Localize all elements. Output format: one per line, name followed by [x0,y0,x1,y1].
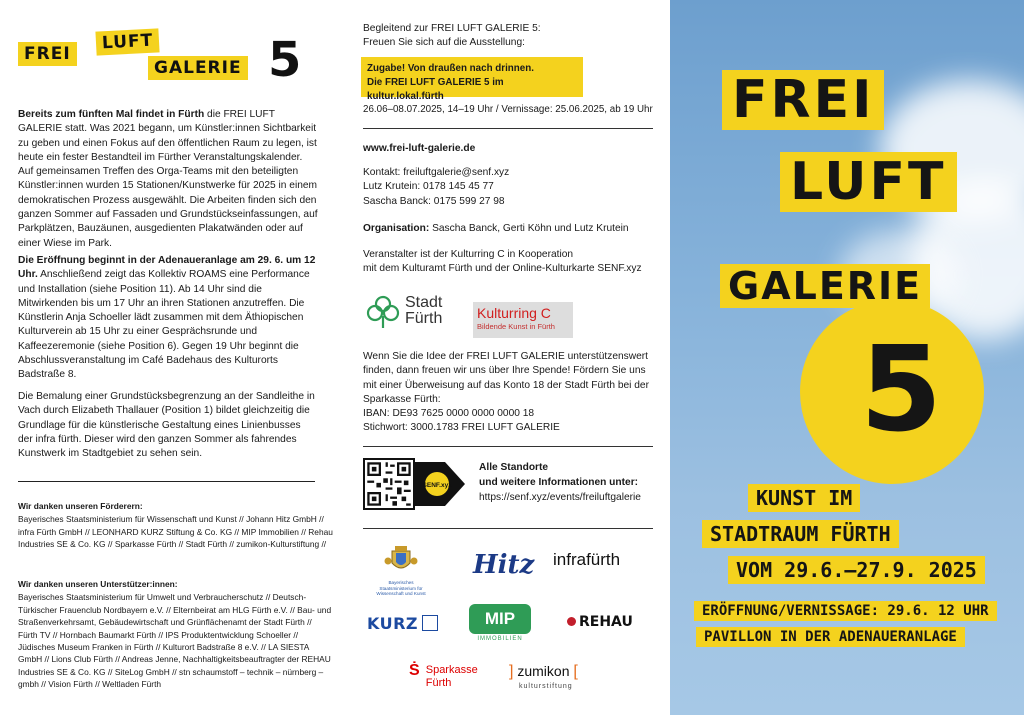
sparkasse-logo [409,664,478,690]
kulturring-logo [473,302,573,338]
phone-lutz: Lutz Krutein: 0178 145 45 77 [363,181,494,193]
kurz-logo [367,614,438,633]
rehau-label: REHAU [579,614,633,630]
mip-label: MIP [469,604,531,634]
poster-opening: ERÖFFNUNG/VERNISSAGE: 29.6. 12 UHR [694,601,997,621]
organisation-label: Organisation: [363,223,430,234]
bank-details [363,407,653,436]
stichwort: Stichwort: 3000.1783 FREI LUFT GALERIE [363,422,560,434]
sparkasse-city: Fürth [425,677,452,689]
opening-body: Anschließend zeigt das Kollektiv ROAMS eine Performance und Installation (siehe Position 11). Ab 14 Uhr sind die Mitwirkenden bis um 17 Uhr an ihren Stationen anzutreffen. Die Künstlerin Anja Schoeller lädt zusammen mit dem Äthiopischen Kulturverein ab 15 Uhr zu einer Gesprächsrunde und Kaffeezeremonie (siehe Position 6). Gegen 19 Uhr beginnt die Abschlussveranstaltung im Café Badehaus des Kulturorts Badstraße 8. [18,269,310,381]
divider [363,446,653,447]
poster-stadtraum: STADTRAUM FÜRTH [702,520,899,548]
logo-number: 5 [268,32,302,88]
qr-code-icon[interactable] [363,458,415,510]
bavarian-crest-icon [384,545,418,575]
exhibition-intro [363,22,653,51]
locations-url[interactable]: https://senf.xyz/events/freiluftgalerie [479,492,641,503]
sponsors-thanks [18,500,333,551]
poster-dates: VOM 29.6.–27.9. 2025 [728,556,985,584]
zumikon-label: zumikon [517,663,570,679]
hitz-logo: Hitz [473,550,535,580]
sparkasse-icon: Ṡ [409,662,420,679]
bavarian-ministry-caption: Bayerisches Staatsministerium für Wissenschaft und Kunst [376,580,426,596]
rehau-dot-icon [567,617,576,626]
infra-fuerth-logo: infrafürth [553,550,621,569]
senf-arrow-icon [415,460,467,508]
fuerth-label: Fürth [405,310,443,327]
clover-icon [365,294,401,330]
mip-logo [469,604,531,648]
senf-label: SENF.xyz [422,482,452,489]
supporters-list: Bayerisches Staatsministerium für Umwelt und Verbraucherschutz // Deutsch-Türkischer Frauenclub Nordbayern e.V. // Elternbeirat am HLG Fürth e.V. // Bau- und Straßenverkehrsamt, Gebäudewirtschaft und Grünflächenamt der Stadt Fürth // Fürth TV // Hornbach Baumarkt Fürth // IPS Produktentwicklung Schoeller // Jüdisches Museum Franken in Fürth // Kulturort Badstraße 8 e.V. // LA SIESTA GmbH // Lions Club Fürth // Andreas Jenne, Nachhaltigkeitsbeauftragter der REHAU Industries SE & Co. KG // SiteLog GmbH // stn schaumstoff – technik – nürnberg – gmbh // Vision Fürth // Weltladen Fürth [18,592,332,690]
opening-lead: Die Eröffnung beginnt in der Adenaueranlage am 29. 6. um 12 Uhr. [18,255,316,281]
kurz-square-icon [422,615,438,631]
opening-paragraph [18,254,318,383]
zumikon-sub: kulturstiftung [519,683,573,690]
contact-block [363,166,653,209]
poster-title-galerie: GALERIE [720,264,930,308]
locations-info [479,460,659,505]
sparkasse-label: Sparkasse [425,664,478,676]
divider [18,481,315,482]
logo-word-frei: FREI [18,42,77,66]
organisation [363,222,653,236]
poster-title-luft: LUFT [780,152,957,212]
organizer-line-2: mit dem Kulturamt Fürth und der Online-Kulturkarte SENF.xyz [363,263,642,275]
intro-line-2: Freuen Sie sich auf die Ausstellung: [363,37,525,49]
zumikon-logo: ] zumikon [ kulturstiftung [509,664,578,694]
logo-word-galerie: GALERIE [148,56,248,80]
kulturring-sub: Bildende Kunst in Fürth [477,322,555,331]
highlight-line-2: Die FREI LUFT GALERIE 5 im kultur.lokal.fürth [367,77,504,102]
website [363,142,653,156]
logo-word-luft: LUFT [95,28,159,55]
divider [363,528,653,529]
frei-luft-galerie-logo [18,28,318,88]
kurz-label: KURZ [367,614,419,633]
bus-paragraph: Die Bemalung einer Grundstücksbegrenzung an der Sandleithe in Vach durch Elizabeth Thallauer (Position 1) bildet gleichzeitig die Grundlage für die künstlerische Gestaltung eines Linienbusses der infra fürth. Dieser wird den ganzen Sommer als fahrendes Kunstwerk im Stadtgebiet zu sehen sein. [18,391,315,460]
mip-sub: IMMOBILIEN [477,636,523,642]
exhibition-dates: 26.06–08.07.2025, 14–19 Uhr / Vernissage: 25.06.2025, ab 19 Uhr [363,104,653,115]
exhibition-highlight [361,57,583,102]
supporters-thanks [18,578,333,691]
organizer-line-1: Veranstalter ist der Kulturring C in Kooperation [363,249,574,260]
intro-body: die FREI LUFT GALERIE statt. Was 2021 begann, um Künstler:innen Sichtbarkeit zu geben und einen Fokus auf den öffentlichen Raum zu legen, ist heute ein fester Bestandteil im Fürther Veranstaltungskalender. Auf gemeinsamen Treffen des Orga-Teams mit den beteiligten Künstler:innen wurden 15 Stationen/Kunstwerke für 2025 in einem demokratischen Prozess ausgewählt. Die Arbeiten finden sich den ganzen Sommer auf Fassaden und Grundstückseinfassungen, auf Parkplätzen, Bauzäunen, ausgedienten Plakatwänden oder auf einer Wiese im Park. [18,109,318,249]
stadt-label: Stadt [405,294,443,311]
stadt-fuerth-logo [365,290,461,336]
contact-email[interactable]: Kontakt: freiluftgalerie@senf.xyz [363,167,510,178]
rehau-logo [567,614,633,630]
poster-title-frei: FREI [722,70,884,130]
intro-paragraph [18,108,318,251]
iban: IBAN: DE93 7625 0000 0000 0000 18 [363,408,535,419]
highlight-line-1: Zugabe! Von draußen nach drinnen. [367,63,534,74]
kulturring-name: Kulturring C [477,305,551,321]
website-link[interactable]: www.frei-luft-galerie.de [363,143,476,154]
locations-line-2: und weitere Informationen unter: [479,477,639,488]
left-panel [0,0,345,715]
sponsors-heading: Wir danken unseren Förderern: [18,501,143,511]
poster-panel [670,0,1024,715]
sponsors-list: Bayerisches Staatsministerium für Wissenschaft und Kunst // Johann Hitz GmbH // infra Fürth GmbH // LEONHARD KURZ Stiftung & Co. KG // MIP Immobilien // Rehau Industries SE & Co. KG // Sparkasse Fürth // Stadt Fürth // zumikon-Kulturstiftung // [18,514,333,550]
divider [363,128,653,129]
bavarian-ministry-logo [371,545,431,595]
organisation-names: Sascha Banck, Gerti Köhn und Lutz Krutein [429,223,629,234]
donation-text: Wenn Sie die Idee der FREI LUFT GALERIE unterstützenswert finden, dann freuen wir uns über Ihre Spende! Fördern Sie uns mit einer Überweisung auf das Konto 18 der Stadt Fürth bei der Sparkasse Fürth: [363,351,649,405]
intro-line-1: Begleitend zur FREI LUFT GALERIE 5: [363,23,541,34]
poster-location: PAVILLON IN DER ADENAUERANLAGE [696,627,965,647]
poster-kunst-im: KUNST IM [748,484,860,512]
middle-panel [345,0,670,715]
poster-number: 5 [860,320,943,458]
intro-lead: Bereits zum fünften Mal findet in Fürth [18,109,205,120]
supporters-heading: Wir danken unseren Unterstützer:innen: [18,579,178,589]
organizer-info [363,248,653,277]
phone-sascha: Sascha Banck: 0175 599 27 98 [363,195,505,207]
locations-line-1: Alle Standorte [479,462,549,473]
